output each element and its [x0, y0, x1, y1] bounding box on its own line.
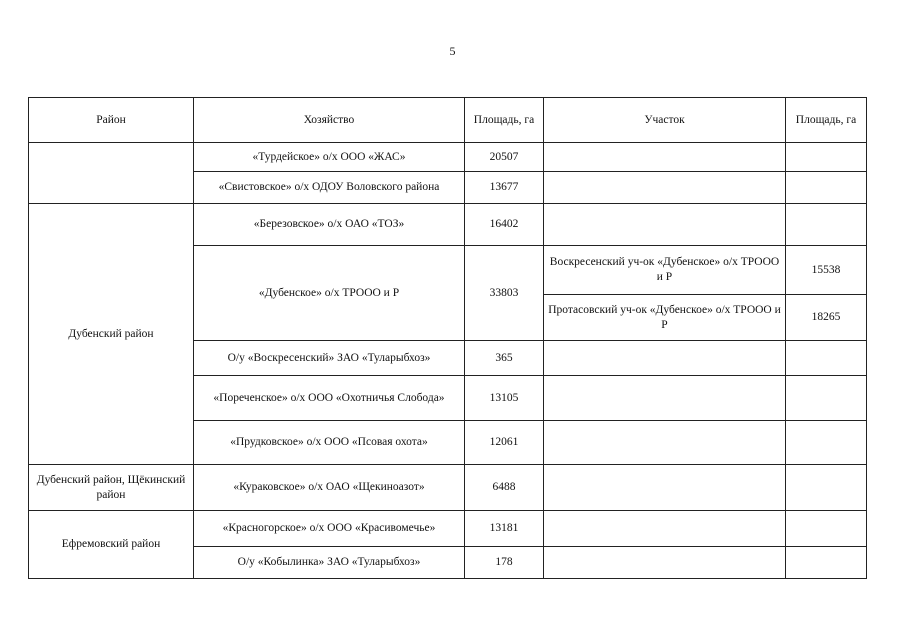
plot-area-cell [786, 172, 867, 204]
table-row [29, 204, 867, 246]
header-farm: Хозяйство [194, 98, 465, 143]
plot-area-cell [786, 465, 867, 511]
farm-cell: «Свистовское» о/х ОДОУ Воловского района [194, 172, 465, 204]
plot-cell [544, 204, 786, 246]
plot-cell: Воскресенский уч-ок «Дубенское» о/х ТРООО и Р [544, 246, 786, 295]
area-cell: 6488 [465, 465, 544, 511]
plot-area-cell [786, 376, 867, 421]
area-cell: 13105 [465, 376, 544, 421]
area-cell: 178 [465, 547, 544, 579]
header-plot-area: Площадь, га [786, 98, 867, 143]
plot-area-cell [786, 421, 867, 465]
table-row [29, 465, 867, 511]
farm-cell: «Турдейское» о/х ООО «ЖАС» [194, 143, 465, 172]
header-area: Площадь, га [465, 98, 544, 143]
area-cell: 33803 [465, 246, 544, 341]
hunting-grounds-table [28, 97, 867, 579]
farm-cell: «Березовское» о/х ОАО «ТОЗ» [194, 204, 465, 246]
plot-cell [544, 376, 786, 421]
plot-cell [544, 341, 786, 376]
farm-cell: «Прудковское» о/х ООО «Псовая охота» [194, 421, 465, 465]
plot-area-cell: 15538 [786, 246, 867, 295]
district-cell-empty [29, 143, 194, 204]
farm-cell: «Пореченское» о/х ООО «Охотничья Слобода» [194, 376, 465, 421]
district-cell: Дубенский район, Щёкинский район [29, 465, 194, 511]
table-header-row [29, 98, 867, 143]
plot-area-cell [786, 547, 867, 579]
farm-cell: «Красногорское» о/х ООО «Красивомечье» [194, 511, 465, 547]
plot-cell [544, 465, 786, 511]
plot-area-cell: 18265 [786, 295, 867, 341]
page-number: 5 [449, 44, 456, 58]
area-cell: 13677 [465, 172, 544, 204]
plot-cell [544, 143, 786, 172]
plot-area-cell [786, 143, 867, 172]
header-district: Район [29, 98, 194, 143]
plot-cell [544, 511, 786, 547]
plot-cell: Протасовский уч-ок «Дубенское» о/х ТРООО и Р [544, 295, 786, 341]
area-cell: 12061 [465, 421, 544, 465]
area-cell: 13181 [465, 511, 544, 547]
plot-cell [544, 172, 786, 204]
plot-cell [544, 547, 786, 579]
area-cell: 365 [465, 341, 544, 376]
header-plot: Участок [544, 98, 786, 143]
plot-cell [544, 421, 786, 465]
farm-cell: «Кураковское» о/х ОАО «Щекиноазот» [194, 465, 465, 511]
district-cell: Дубенский район [29, 204, 194, 465]
area-cell: 20507 [465, 143, 544, 172]
plot-area-cell [786, 341, 867, 376]
table-row [29, 511, 867, 547]
farm-cell: О/у «Кобылинка» ЗАО «Туларыбхоз» [194, 547, 465, 579]
table-row [29, 143, 867, 172]
plot-area-cell [786, 511, 867, 547]
plot-area-cell [786, 204, 867, 246]
district-cell: Ефремовский район [29, 511, 194, 579]
farm-cell: О/у «Воскресенский» ЗАО «Туларыбхоз» [194, 341, 465, 376]
area-cell: 16402 [465, 204, 544, 246]
farm-cell: «Дубенское» о/х ТРООО и Р [194, 246, 465, 341]
